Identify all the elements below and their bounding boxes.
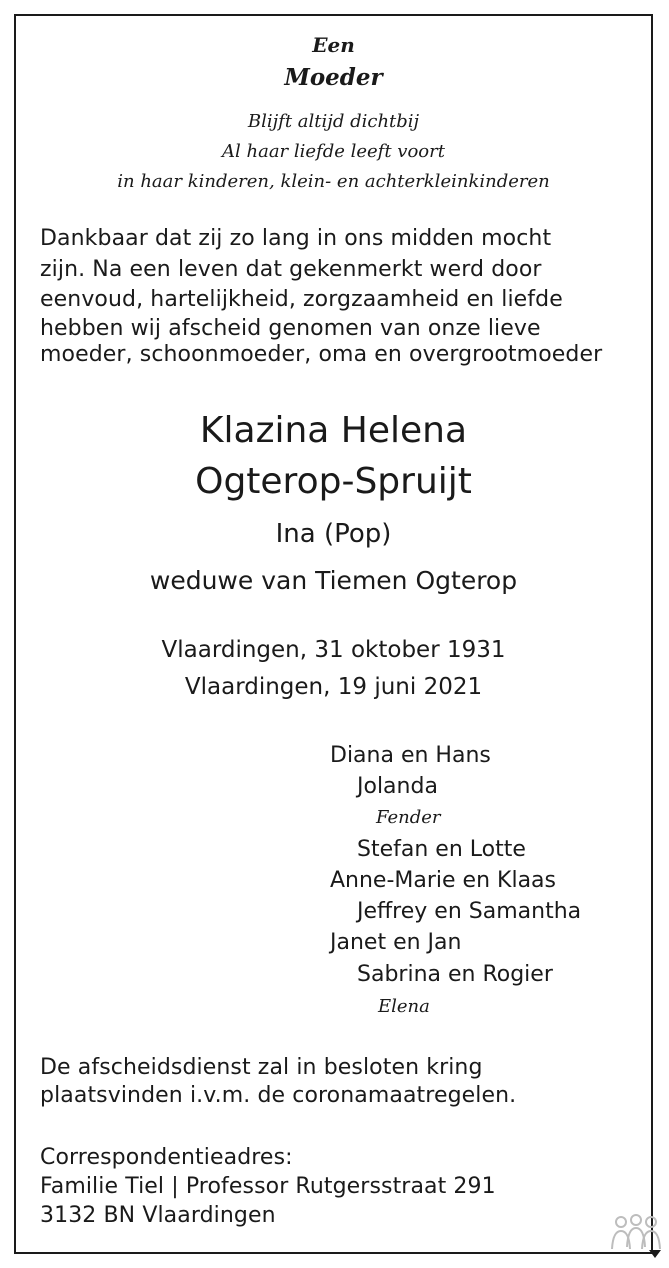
heading-een: Een <box>312 33 355 57</box>
death-date: Vlaardingen, 19 juni 2021 <box>184 674 483 700</box>
correspondence-city: 3132 BN Vlaardingen <box>40 1203 276 1228</box>
poem-line: Blijft altijd dichtbij <box>247 111 420 132</box>
intro-line: eenvoud, hartelijkheid, zorgzaamheid en liefde <box>40 287 563 312</box>
people-group-icon <box>609 1213 663 1259</box>
deceased-first-names: Klazina Helena <box>199 410 468 451</box>
intro-line: hebben wij afscheid genomen van onze lieve <box>40 316 541 341</box>
deceased-nickname: Ina (Pop) <box>275 519 392 549</box>
deceased-surname: Ogterop-Spruijt <box>195 461 472 502</box>
intro-line: Dankbaar dat zij zo lang in ons midden mocht <box>40 226 552 251</box>
family-member: Janet en Jan <box>330 930 462 955</box>
service-line: plaatsvinden i.v.m. de coronamaatregelen. <box>40 1083 517 1108</box>
family-member: Stefan en Lotte <box>357 837 526 862</box>
intro-line: zijn. Na een leven dat gekenmerkt werd door <box>40 257 542 282</box>
family-member: Sabrina en Rogier <box>357 962 553 987</box>
heading-moeder: Moeder <box>284 64 383 91</box>
poem-line: Al haar liefde leeft voort <box>222 141 445 162</box>
family-member: Fender <box>376 807 441 828</box>
poem-line: in haar kinderen, klein- en achterkleinkinderen <box>117 171 550 192</box>
intro-line: moeder, schoonmoeder, oma en overgrootmoeder <box>40 342 603 367</box>
family-member: Diana en Hans <box>330 743 491 768</box>
family-member: Elena <box>378 996 430 1017</box>
birth-date: Vlaardingen, 31 oktober 1931 <box>161 637 506 663</box>
service-line: De afscheidsdienst zal in besloten kring <box>40 1055 483 1080</box>
family-member: Jeffrey en Samantha <box>357 899 582 924</box>
family-member: Jolanda <box>357 774 438 799</box>
correspondence-label: Correspondentieadres: <box>40 1145 293 1170</box>
correspondence-address: Familie Tiel | Professor Rutgersstraat 291 <box>40 1174 496 1199</box>
family-member: Anne-Marie en Klaas <box>330 868 556 893</box>
spouse-line: weduwe van Tiemen Ogterop <box>149 566 518 595</box>
